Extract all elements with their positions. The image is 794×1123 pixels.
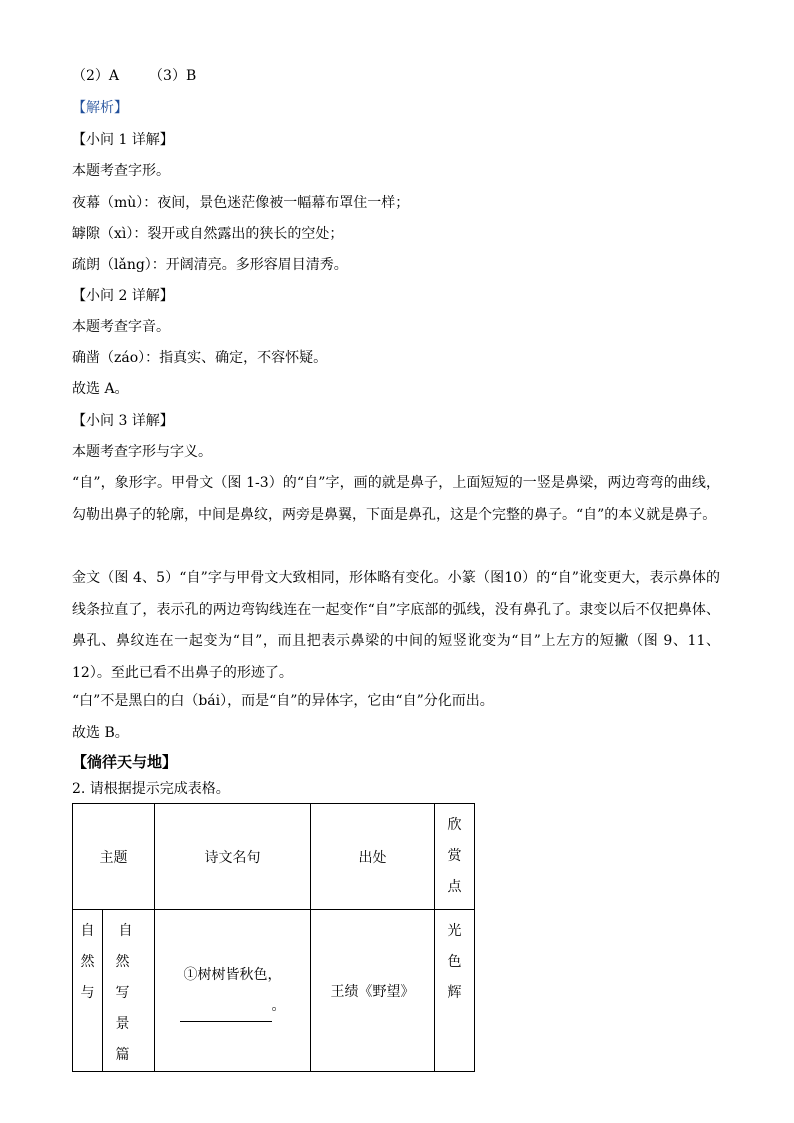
q1-intro: 本题考查字形。: [72, 163, 170, 179]
table-header-row: [73, 804, 475, 910]
section-title: 【徜徉天与地】: [72, 753, 178, 771]
table-row: [73, 910, 475, 1072]
cell-theme-sub: 自然写景篇: [103, 910, 155, 1072]
cell-quote: ①树树皆秋色， 。: [155, 910, 311, 1072]
cell-source: 王绩《野望》: [311, 910, 435, 1072]
q2-header: 【小问 2 详解】: [72, 288, 174, 304]
fill-in-blank[interactable]: [180, 1005, 272, 1022]
q3-paragraph-3: “白”不是黑白的白（bái），而是“自”的异体字，它由“自”分化而出。: [72, 693, 494, 709]
header-appreciation: 欣赏点: [435, 804, 475, 910]
q1-item: 夜幕（mù）：夜间，景色迷茫像被一幅幕布罩住一样；: [72, 195, 410, 211]
analysis-label: 【解析】: [72, 100, 128, 116]
q2-answer: 故选 A。: [72, 381, 129, 397]
q2-item: 确凿（záo）：指真实、确定，不容怀疑。: [72, 350, 328, 366]
q3-paragraph-2: 金文（图 4、5）“自”字与甲骨文大致相同，形体略有变化。小篆（图10）的“自”讹变更大，表示鼻体的线条拉直了，表示孔的两边弯钩线连在一起变作“自”字底部的弧线，没有鼻孔了。隶变以后不仅把鼻体、鼻孔、鼻纹连在一起变为“目”，而且把表示鼻梁的中间的短竖讹变为“目”上左方的短撇（图 9、11、12）。至此已看不出鼻子的形迹了。: [72, 570, 720, 681]
answer-2: （2）A: [72, 68, 120, 84]
q3-header: 【小问 3 详解】: [72, 413, 174, 429]
header-theme: 主题: [73, 804, 155, 910]
q3-intro: 本题考查字形与字义。: [72, 444, 212, 460]
answer-table: [72, 803, 475, 1072]
q1-item: 罅隙（xì）：裂开或自然露出的狭长的空处；: [72, 226, 344, 242]
q2-intro: 本题考查字音。: [72, 319, 170, 335]
cell-theme-main: 自然与: [73, 910, 103, 1072]
header-source: 出处: [311, 804, 435, 910]
cell-appreciation: 光色辉: [435, 910, 475, 1072]
q1-item: 疏朗（lǎng）：开阔清亮。多形容眉目清秀。: [72, 257, 348, 273]
q3-answer: 故选 B。: [72, 725, 129, 741]
header-quote: 诗文名句: [155, 804, 311, 910]
quote-text: ①树树皆秋色，: [183, 966, 282, 983]
question-2: 2. 请根据提示完成表格。: [72, 781, 230, 797]
answer-3: （3）B: [149, 68, 197, 84]
q3-paragraph-1: “自”，象形字。甲骨文（图 1-3）的“自”字，画的就是鼻子，上面短短的一竖是鼻梁，两边弯弯的曲线，勾勒出鼻子的轮廓，中间是鼻纹，两旁是鼻翼，下面是鼻孔，这是个完整的鼻子。“自”的本义就是鼻子。: [72, 475, 720, 523]
q1-header: 【小问 1 详解】: [72, 132, 174, 148]
answer-line: [72, 66, 196, 86]
